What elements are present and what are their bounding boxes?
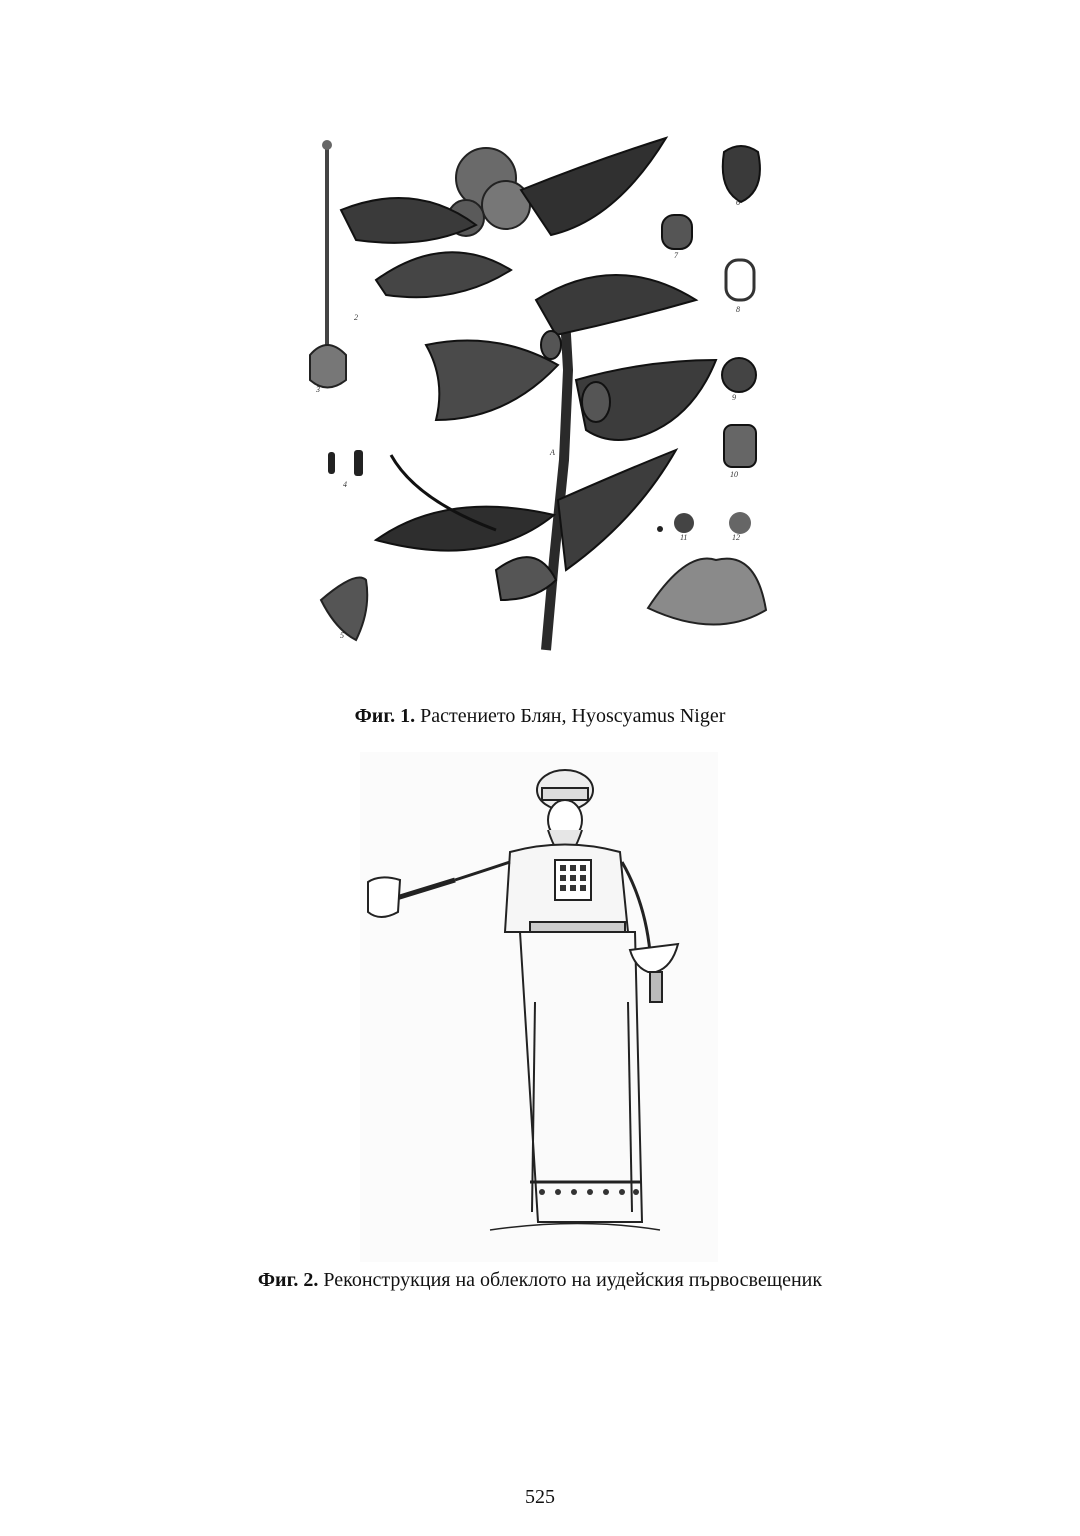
capsule-details xyxy=(657,146,760,534)
plate-number-label: 9 xyxy=(732,393,736,402)
figure-2-label: Фиг. 2. xyxy=(257,1269,319,1291)
plate-number-label: 4 xyxy=(343,480,347,489)
plate-number-label: 11 xyxy=(680,533,688,542)
figure-1-caption xyxy=(0,704,1080,728)
anthers-detail xyxy=(328,450,363,476)
figure-1-label: Фиг. 1. xyxy=(354,705,416,727)
figure-2-high-priest-illustration xyxy=(360,752,718,1262)
plate-number-label: 6 xyxy=(736,198,740,207)
plate-number-label: 12 xyxy=(732,533,740,542)
figure-1-plant-illustration xyxy=(296,130,780,660)
flower-side-detail xyxy=(321,578,367,641)
plate-number-label: 3 xyxy=(316,385,320,394)
plate-number-label: 7 xyxy=(674,251,678,260)
plate-number-label: 5 xyxy=(340,631,344,640)
plate-number-label: 8 xyxy=(736,305,740,314)
open-corolla-detail xyxy=(648,559,766,625)
figure-2-caption-text: Реконструкция на облеклото на иудейския първосвещеник xyxy=(323,1269,823,1291)
pistil-detail xyxy=(310,140,346,388)
figure-2-caption xyxy=(0,1268,1080,1292)
page-number: 525 xyxy=(525,1486,555,1508)
figure-1-caption-text: Растението Блян, Hyoscyamus Niger xyxy=(420,705,726,727)
plate-number-label: 10 xyxy=(730,470,738,479)
plate-number-label: A xyxy=(550,448,555,457)
plate-number-label: 2 xyxy=(354,313,358,322)
main-plant xyxy=(341,138,716,650)
